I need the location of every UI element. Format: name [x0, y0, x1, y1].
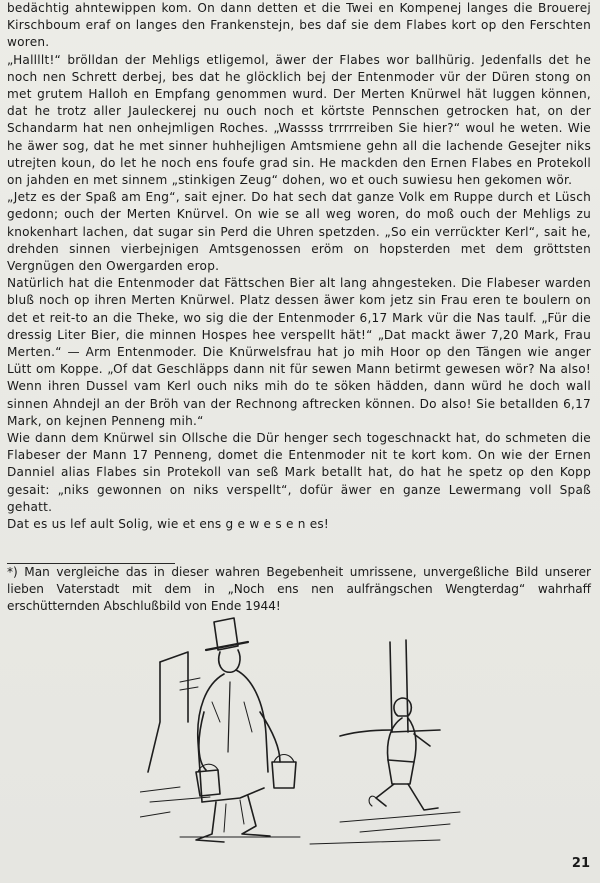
paragraph: „Hallllt!“ brölldan der Mehligs etligemol, äwer der Flabes wor ballhürig. Jedenfalls det he noch nen Schrett derbej, bes dat he glöcklich bej der Entenmoder vür der Düren stong on met grutem Halloh en Empfang genommen wurd. Der Merten Knürwel hät luggen können, dat he trotz aller Jauleckerej nu ouch noch et körtste Pennschen getrocken hat, on der Schandarm hat nen onhejmligen Roches. „Wassss trrrrreiben Sie hier?“ woul he weten. Wie he äwer sog, dat he met sinner huhhejligen Amtsmiene gehn all die lachende Gesejter niks utrejten koun, do let he noch ens foufe grad sin. He mackden den Ernen Flabes en Protekoll on jahden en met sinnem „stinkigen Zeug“ dohen, wo et ouch suwiesu hen gekomen wör.	[7, 52, 591, 188]
paragraph: „Jetz es der Spaß am Eng“, sait ejner. Do hat sech dat ganze Volk em Ruppe durch et Lüsch gedonn; ouch der Merten Knürvel. On wie se all weg woren, do moß ouch der Mehligs zu knokenhart lachen, dat sugar sin Perd die Uhren spetzden. „So ein verrückter Kerl“, sait he, drehden sinnen vierbejnigen Amtsgenossen eröm on hopsterden met dem gröttsten Vergnügen den Owergarden erop.	[7, 190, 591, 274]
footnote	[7, 564, 591, 616]
paragraph: Natürlich hat die Entenmoder dat Fättschen Bier alt lang ahngesteken. Die Flabeser warden bluß noch op ihren Merten Knürwel. Platz dessen äwer kom jetz sin Frau eren te boulern on det et reit-to an die Theke, wo sig die der Entenmoder 6,17 Mark vür die Nas taulf. „Für die dressig Liter Bier, die minnen Hospes hee verspellt hät!“ „Dat mackt äwer 7,20 Mark, Frau Merten.“ — Arm Entenmoder. Die Knürwelsfrau hat jo mih Hoor op den Tängen wie anger Lütt om Koppe. „Of dat Geschläpps dann nit für sewen Mann betirmt gewesen wör? Na also! Wenn ihren Dussel vam Kerl ouch niks mih do te söken hädden, dann würd he doch wall sinnen Ahndejl an der Bröh van der Rechnong aftrecken können. Do also! Sie betallden 6,17 Mark, on kejnen Penneng mih.“	[7, 276, 591, 428]
closing-line: Dat es us lef ault Solig, wie et ens g e w e s e n es!	[7, 517, 330, 532]
page-number: 21	[571, 856, 590, 871]
paragraph: Wie dann dem Knürwel sin Ollsche die Dür henger sech togeschnackt hat, do schmeten die Flabeser der Mann 17 Penneng, domet die Entenmoder nit te kort kom. On wie der Ernen Danniel alias Flabes sin Protekoll van seß Mark betallt hat, do hat he spetz op den Kopp gesait: „niks gewonnen on niks verspellt“, dofür äwer en ganze Lewermang voll Spaß gehatt.	[7, 431, 591, 514]
paragraph: bedächtig ahntewippen kom. On dann detten et die Twei en Kompenej langes die Brouerej Kirschboum eraf on langes den Frankenstejn, bes daf sie dem Flabes kort op den Ferschten woren.	[7, 1, 591, 50]
main-text	[7, 0, 591, 533]
footnote-text: *) Man vergleiche das in dieser wahren Begebenheit umrissene, unvergeßliche Bild unserer lieben Vaterstadt mit dem in „Noch ens nen aulfrängschen Wengterdag“ wahrhaff erschütternden Abschlußbild von Ende 1944!	[7, 565, 591, 614]
sketch-illustration	[140, 612, 470, 857]
